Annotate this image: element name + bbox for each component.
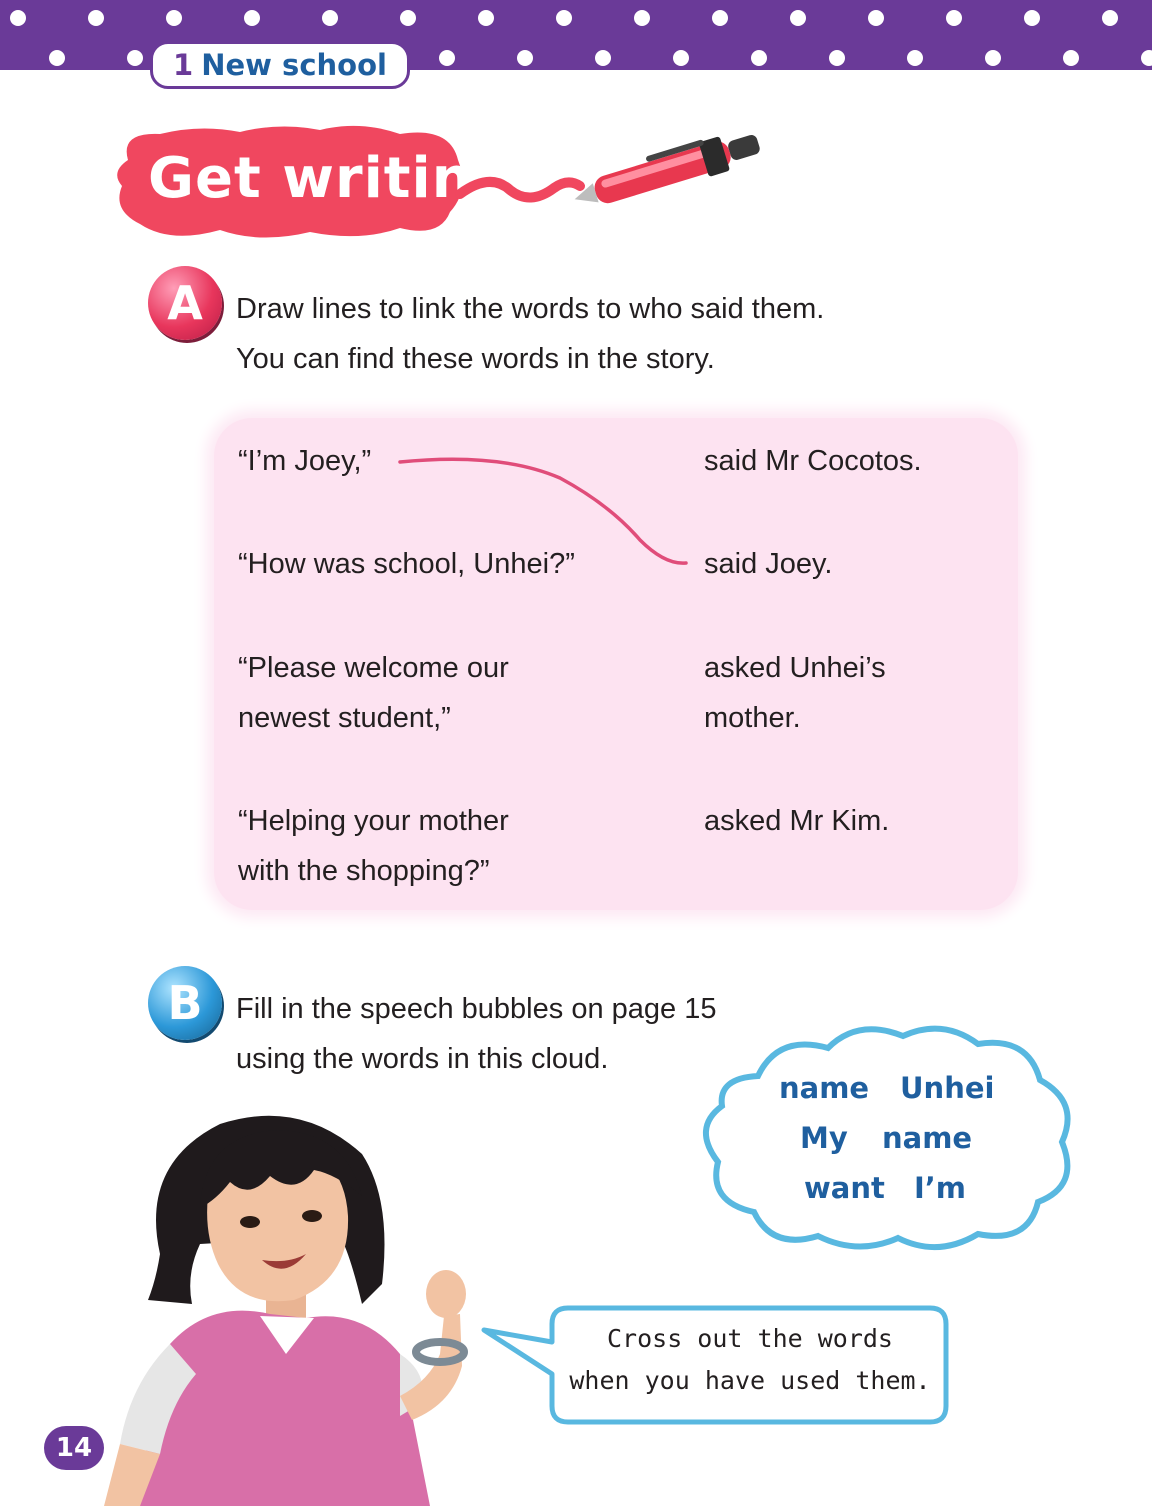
activity-b-line2: using the words in this cloud. (236, 1043, 609, 1075)
cloud-word-6: I’m (914, 1171, 967, 1205)
activity-a-badge: A (148, 266, 222, 340)
activity-b-instructions (236, 984, 716, 1084)
cloud-word-4: name (882, 1121, 973, 1155)
activity-b-badge: B (148, 966, 222, 1040)
girl-illustration (100, 1104, 480, 1506)
quote-1-text: “I’m Joey,” (238, 445, 372, 477)
speaker-1-text: said Mr Cocotos. (704, 445, 922, 477)
speaker-2-text: said Joey. (704, 548, 833, 580)
activity-b-line1: Fill in the speech bubbles on page 15 (236, 993, 717, 1025)
speaker-3-line2: mother. (704, 702, 801, 734)
speech-bubble-line1: Cross out the words (607, 1324, 893, 1353)
quote-2-text: “How was school, Unhei?” (238, 548, 575, 580)
unit-title: New school (201, 48, 387, 82)
cloud-word-3: My (800, 1121, 848, 1155)
quote-4-line2: with the shopping?” (238, 855, 490, 887)
cloud-word-5: want (804, 1171, 885, 1205)
cloud-word-1: name (779, 1071, 870, 1105)
activity-a-line2: You can find these words in the story. (236, 343, 715, 375)
unit-number: 1 (173, 48, 194, 82)
page-number: 14 (44, 1426, 104, 1470)
quote-4-line1: “Helping your mother (238, 805, 509, 837)
activity-a-line1: Draw lines to link the words to who said them. (236, 293, 825, 325)
speech-bubble-line2: when you have used them. (569, 1366, 931, 1395)
quote-3-line2: newest student,” (238, 702, 451, 734)
speaker-4-text: asked Mr Kim. (704, 805, 890, 837)
speaker-3-line1: asked Unhei’s (704, 652, 886, 684)
quote-3-line1: “Please welcome our (238, 652, 509, 684)
cloud-word-2: Unhei (900, 1071, 995, 1105)
page-title: Get writing (148, 146, 514, 211)
speech-bubble-text (560, 1318, 940, 1402)
